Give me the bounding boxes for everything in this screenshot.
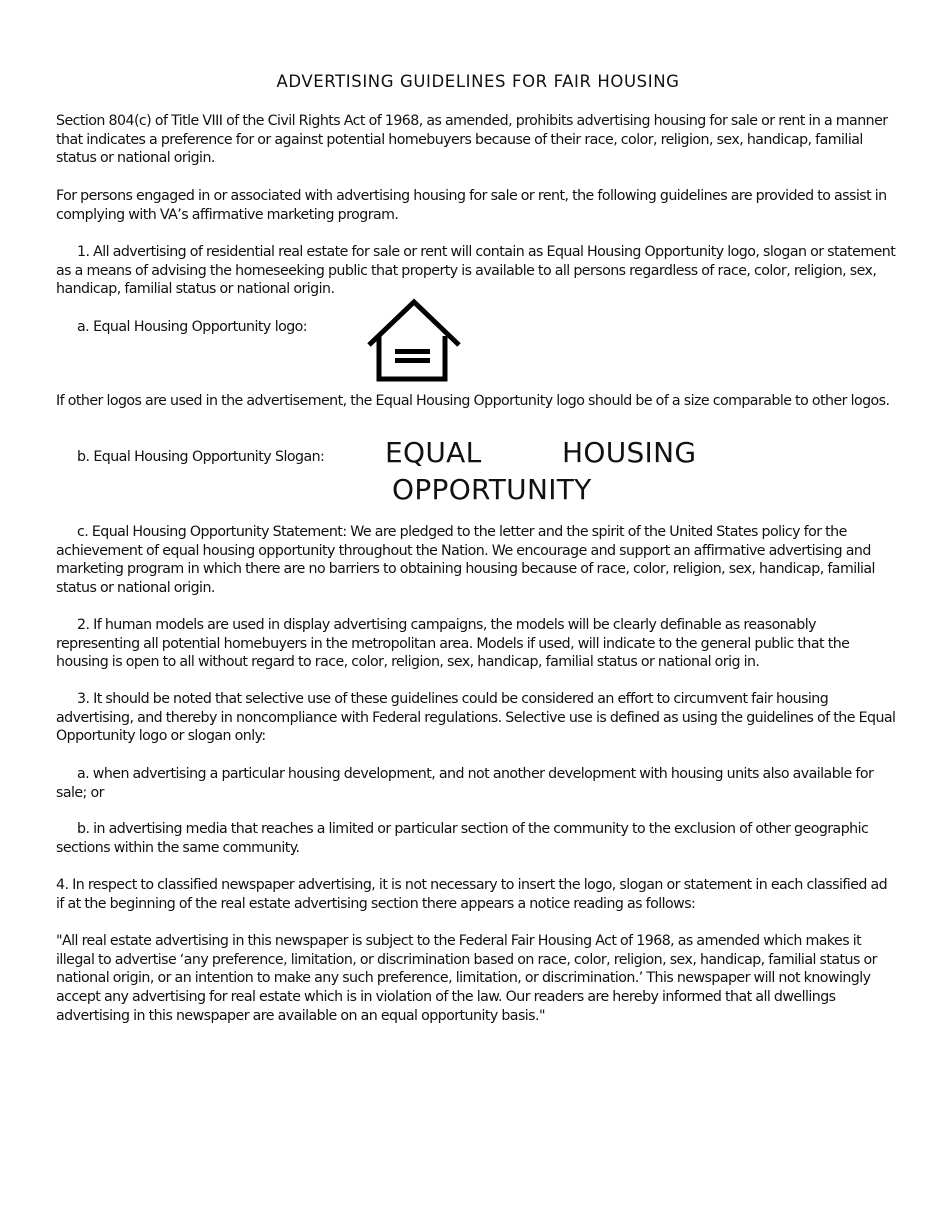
guideline-item-3a: a. when advertising a particular housing development, and not another development with housing units also available for sale; or	[56, 766, 874, 801]
slogan-word-equal: EQUAL	[385, 436, 482, 469]
slogan-word-opportunity: OPPORTUNITY	[392, 473, 592, 506]
guideline-item-2: 2. If human models are used in display advertising campaigns, the models will be clearly definable as reasonably representing all potential homebuyers in the metropolitan area. Models if used, will indicate to the general public that the housing is open to all without regard to race, color, religion, sex, handicap, familial status or national orig in.	[56, 617, 850, 671]
guideline-item-3b: b. in advertising media that reaches a limited or particular section of the community to the exclusion of other geographic sections within the same community.	[56, 821, 869, 856]
slogan-word-housing: HOUSING	[562, 436, 697, 469]
newspaper-notice: "All real estate advertising in this newspaper is subject to the Federal Fair Housing Act of 1968, as amended which makes it illegal to advertise ‘any preference, limitation, or discrimination based on race, color, religion, sex, handicap, familial status or national origin, or an intention to make any such preference, limitation, or discrimination.’ This newspaper will not knowingly accept any advertising for real estate which is in violation of the law. Our readers are hereby informed that all dwellings advertising in this newspaper are available on an equal opportunity basis."	[56, 933, 877, 1024]
document-title: ADVERTISING GUIDELINES FOR FAIR HOUSING	[276, 72, 680, 91]
guideline-item-1: 1. All advertising of residential real estate for sale or rent will contain as Equal Housing Opportunity logo, slogan or statement as a means of advising the homeseeking public that property is available to all persons regardless of race, color, religion, sex, handicap, familial status or national origin.	[56, 244, 896, 298]
guideline-item-1c: c. Equal Housing Opportunity Statement: We are pledged to the letter and the spirit of the United States policy for the achievement of equal housing opportunity throughout the Nation. We encourage and support an affirmative advertising and marketing program in which there are no barriers to obtaining housing because of race, color, religion, sex, handicap, familial status or national origin.	[56, 524, 875, 597]
guideline-item-4: 4. In respect to classified newspaper advertising, it is not necessary to insert the logo, slogan or statement in each classified ad if at the beginning of the real estate advertising section there appears a notice reading as follows:	[56, 877, 888, 912]
purpose-paragraph: For persons engaged in or associated with advertising housing for sale or rent, the following guidelines are provided to assist in complying with VA’s affirmative marketing program.	[56, 188, 887, 223]
equal-housing-opportunity-house-icon	[364, 296, 464, 386]
guideline-item-3: 3. It should be noted that selective use of these guidelines could be considered an effort to circumvent fair housing advertising, and thereby in noncompliance with Federal regulations. Selective use is defined as using the guidelines of the Equal Opportunity logo or slogan only:	[56, 691, 896, 745]
slogan-label: b. Equal Housing Opportunity Slogan:	[77, 449, 325, 465]
logo-size-note: If other logos are used in the advertisement, the Equal Housing Opportunity logo should be of a size comparable to other logos.	[56, 393, 890, 409]
logo-label: a. Equal Housing Opportunity logo:	[77, 319, 308, 335]
intro-paragraph: Section 804(c) of Title VIII of the Civil Rights Act of 1968, as amended, prohibits advertising housing for sale or rent in a manner that indicates a preference for or against potential homebuyers because of their race, color, religion, sex, handicap, familial status or national origin.	[56, 113, 888, 167]
